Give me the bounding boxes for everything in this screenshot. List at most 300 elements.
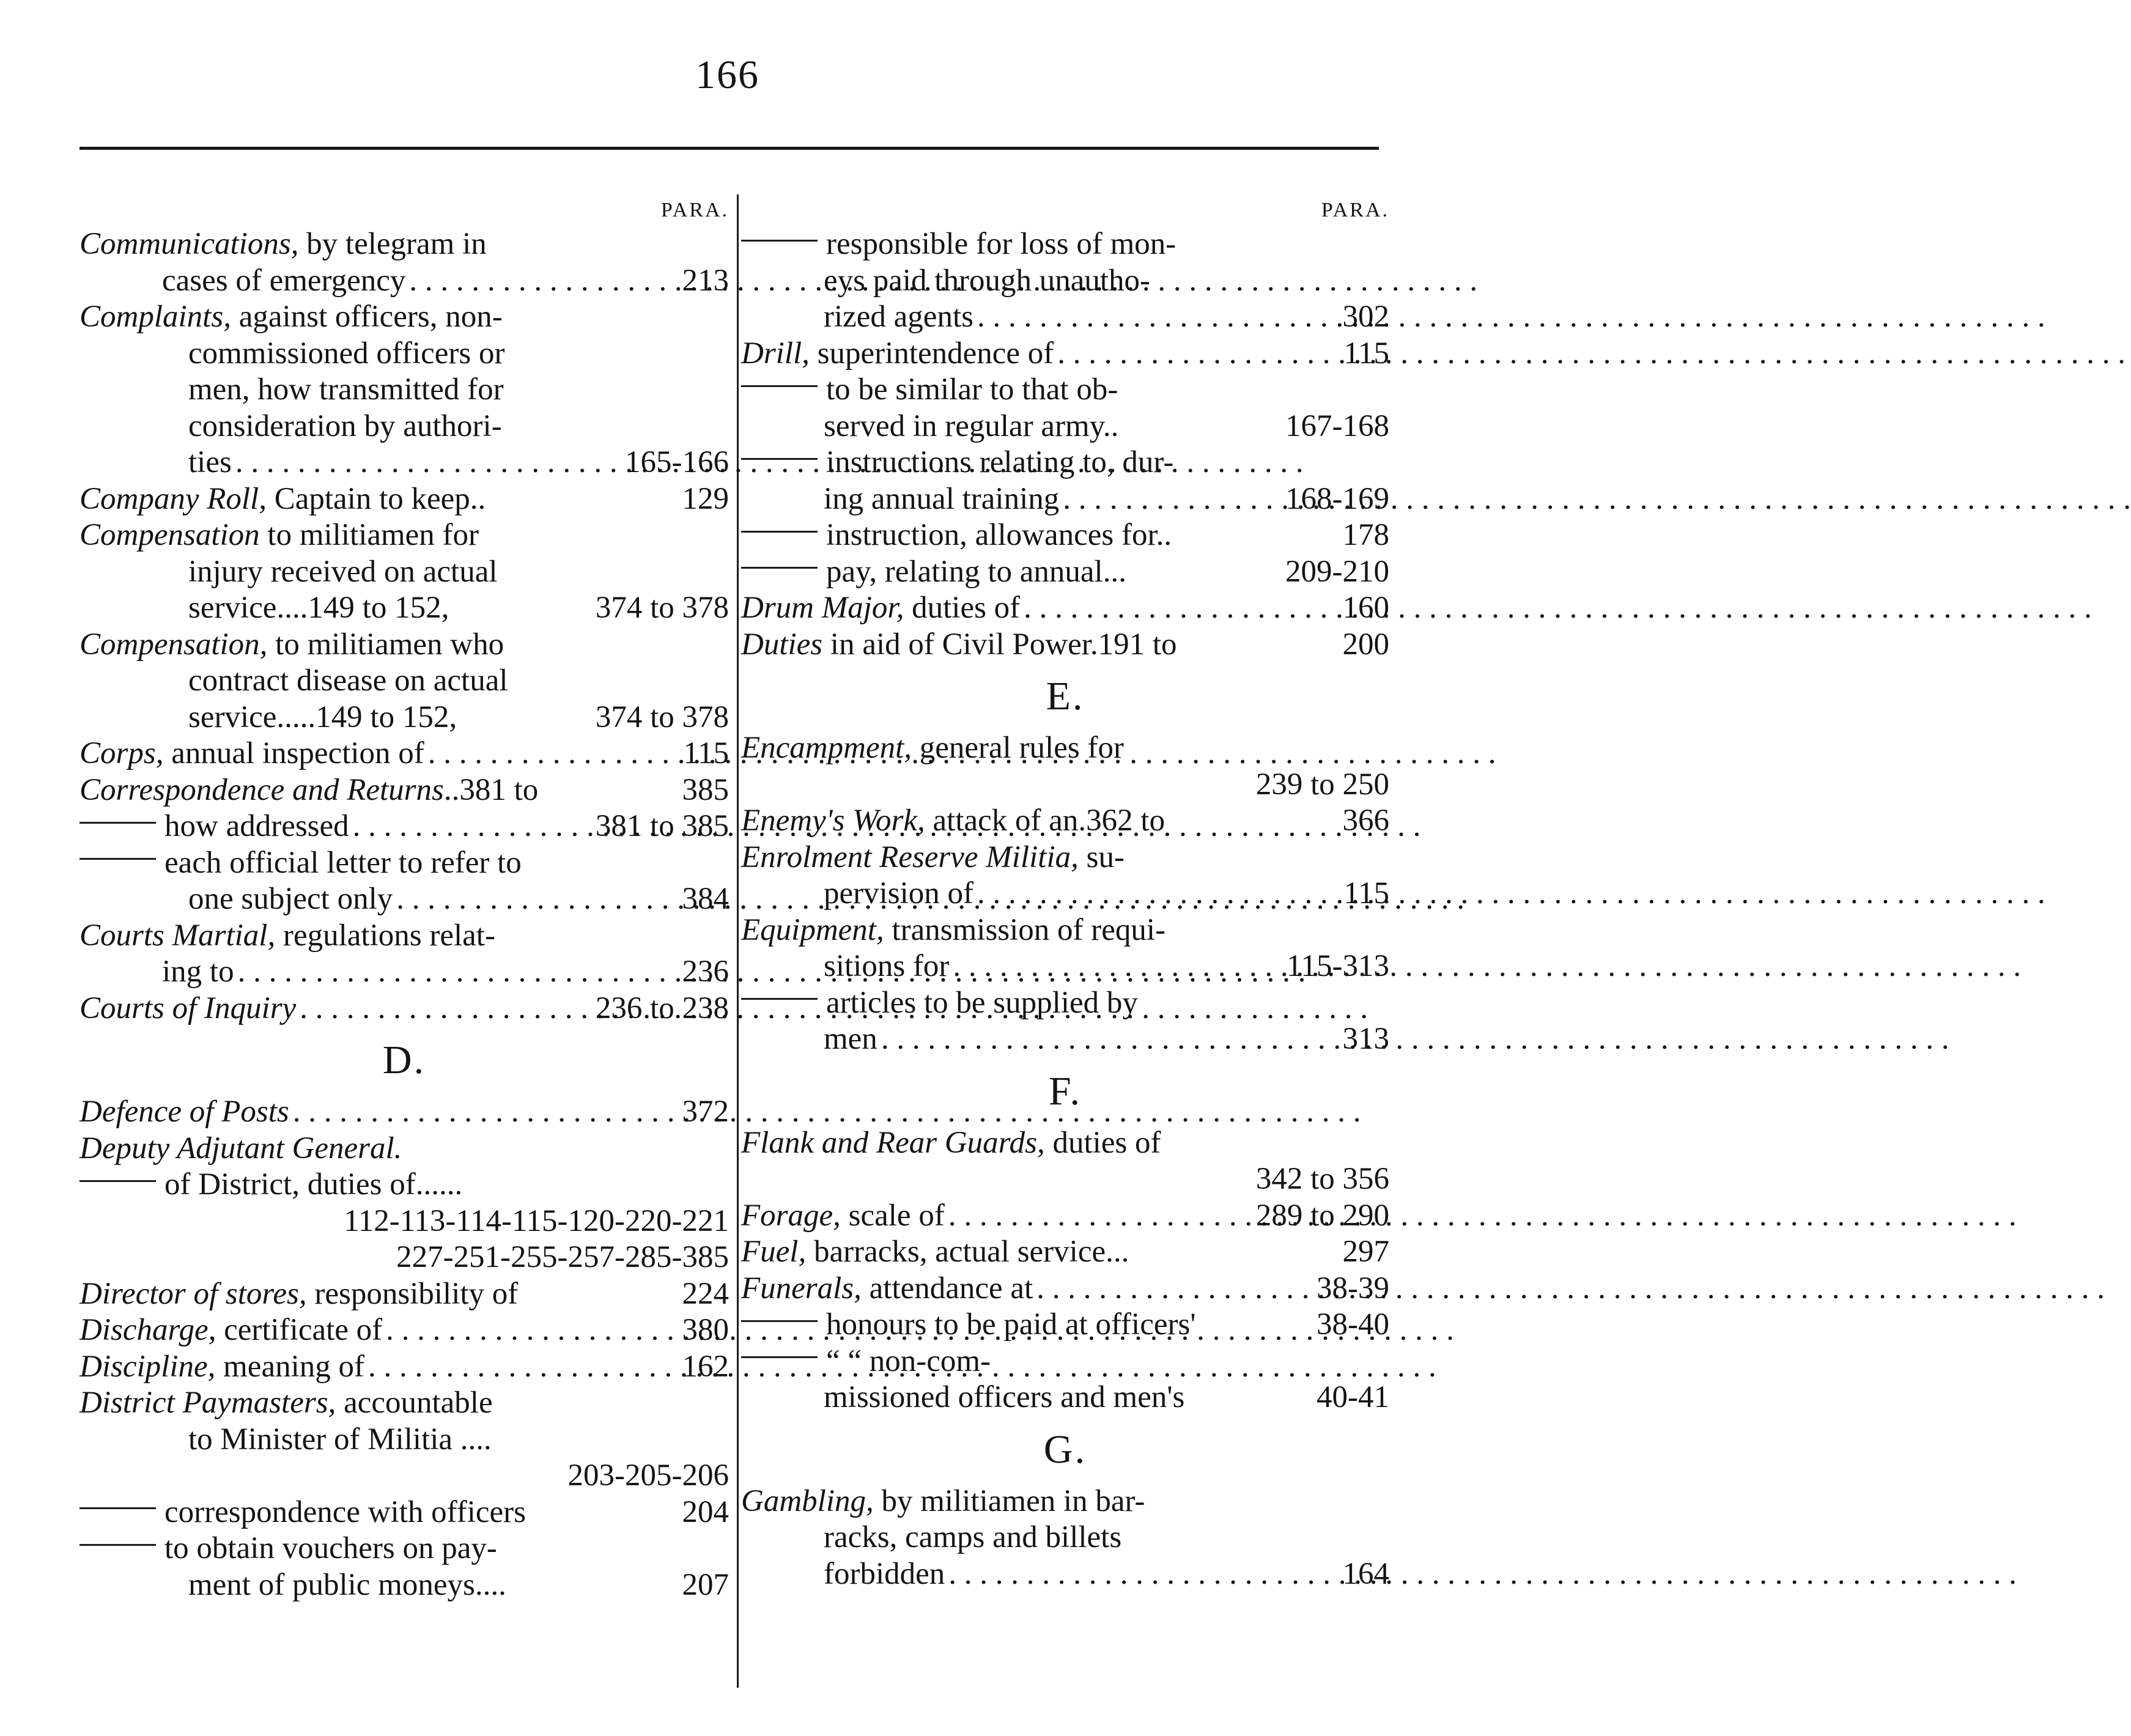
index-line	[79, 991, 729, 1027]
entry-text	[741, 1343, 991, 1380]
entry-description: responsibility of	[306, 1276, 519, 1311]
entry-text	[741, 372, 1118, 408]
entry-description: ing annual training	[824, 481, 1060, 516]
index-entry	[741, 1271, 1389, 1307]
entry-description: by militiamen in bar-	[873, 1483, 1145, 1518]
entry-description: attack of an.362 to	[925, 803, 1165, 838]
dot-leader	[977, 299, 1339, 336]
index-line	[79, 808, 729, 845]
entry-term: Flank and Rear Guards,	[741, 1125, 1045, 1160]
dot-leader	[1036, 1271, 1313, 1307]
index-line	[741, 1483, 1389, 1520]
entry-text	[824, 1520, 1121, 1556]
entry-description: superintendence of	[809, 336, 1054, 371]
paragraph-reference: 342 to 356	[1255, 1162, 1389, 1196]
index-line	[79, 263, 729, 300]
entry-description: of District, duties of......	[164, 1167, 463, 1202]
index-line	[79, 1458, 729, 1494]
repeat-dash	[79, 822, 156, 824]
entry-text	[162, 954, 234, 991]
entry-description: pay, relating to annual...	[826, 554, 1126, 589]
column-divider	[737, 194, 739, 1688]
paragraph-reference: 302	[1342, 300, 1389, 334]
right-column-entries	[741, 226, 1389, 1592]
index-line	[741, 1234, 1389, 1271]
entry-term: Company Roll,	[79, 481, 267, 516]
repeat-dash	[741, 998, 818, 1000]
paragraph-reference: 115	[1343, 336, 1389, 371]
entry-text	[741, 1125, 1161, 1162]
paragraph-reference: 384	[682, 882, 729, 916]
page-number: 166	[695, 53, 759, 97]
index-line	[79, 554, 729, 591]
paragraph-reference: 207	[682, 1567, 729, 1602]
paragraph-reference: 385	[682, 772, 729, 807]
entry-description: honours to be paid at officers'	[826, 1307, 1196, 1342]
entry-description: ment of public moneys....	[188, 1567, 506, 1602]
index-line	[79, 590, 729, 627]
index-entry	[741, 627, 1389, 663]
index-line	[741, 876, 1389, 912]
entry-text	[824, 263, 1150, 300]
index-line	[741, 1307, 1389, 1343]
dot-leader	[953, 948, 1282, 985]
index-line	[79, 627, 729, 663]
paragraph-reference: 115-313	[1286, 949, 1389, 983]
index-entry	[79, 1349, 729, 1386]
entry-text	[741, 336, 1054, 372]
entry-description: men, how transmitted for	[188, 372, 504, 407]
index-entry	[741, 517, 1389, 554]
dot-leader	[238, 954, 679, 991]
entry-description: against officers, non-	[231, 300, 503, 334]
paragraph-reference: 239 to 250	[1255, 767, 1389, 802]
entry-description: to militiamen who	[267, 627, 504, 662]
index-entry	[79, 918, 729, 991]
entry-description: eys paid through unautho-	[824, 263, 1150, 298]
entry-text	[188, 445, 232, 481]
index-entry	[79, 1494, 729, 1531]
entry-description: instruction, allowances for..	[826, 518, 1172, 552]
index-column-right	[741, 194, 1389, 1592]
entry-term: Defence of Posts	[79, 1095, 289, 1129]
entry-text	[188, 1567, 506, 1604]
dot-leader	[396, 881, 678, 918]
entry-text	[79, 736, 424, 772]
entry-description: annual inspection of	[163, 736, 424, 770]
entry-text	[741, 627, 1177, 663]
entry-description: su-	[1078, 840, 1125, 874]
entry-term: Drum Major,	[741, 591, 904, 625]
index-line	[79, 1494, 729, 1531]
entry-text	[79, 1167, 462, 1203]
index-line	[79, 1422, 729, 1458]
paragraph-reference: 200	[1342, 627, 1389, 662]
entry-description: one subject only	[188, 882, 393, 916]
repeat-dash	[79, 1544, 156, 1546]
entry-text	[79, 1531, 497, 1567]
index-line	[741, 226, 1389, 263]
index-entry	[79, 1312, 729, 1349]
entry-text	[79, 1349, 364, 1386]
index-line	[79, 772, 729, 809]
paragraph-reference: 129	[682, 481, 729, 516]
entry-text	[824, 1021, 877, 1058]
index-line	[79, 226, 729, 263]
repeat-dash	[741, 1320, 818, 1322]
entry-description: sitions for	[824, 949, 950, 983]
entry-text	[741, 445, 1173, 481]
entry-description: how addressed	[164, 809, 349, 843]
entry-text	[741, 1483, 1145, 1520]
index-entry	[79, 299, 729, 481]
index-line	[741, 372, 1389, 408]
entry-description: accountable	[336, 1386, 493, 1420]
index-line	[79, 1276, 729, 1313]
dot-leader	[386, 1312, 678, 1349]
paragraph-reference: 209-210	[1285, 554, 1389, 589]
entry-text	[79, 845, 522, 882]
entry-description: to militiamen for	[259, 518, 479, 552]
entry-text	[79, 1494, 526, 1531]
section-letter: D.	[382, 1038, 426, 1082]
entry-description: articles to be supplied by	[826, 985, 1138, 1020]
index-entry	[79, 517, 729, 627]
dot-leader	[1063, 481, 1282, 518]
entry-description: by telegram in	[298, 227, 487, 261]
entry-text	[79, 226, 487, 263]
index-line	[79, 481, 729, 518]
entry-term: Discipline,	[79, 1349, 216, 1384]
paragraph-reference: 178	[1342, 518, 1389, 552]
entry-description: consideration by authori-	[188, 408, 502, 443]
index-entry	[741, 1343, 1389, 1416]
index-entry	[79, 1094, 729, 1131]
entry-text	[188, 663, 508, 700]
entry-description: regulations relat-	[275, 918, 495, 953]
paragraph-reference: 374 to 378	[595, 700, 729, 734]
paragraph-reference: 372	[682, 1095, 729, 1129]
index-entry	[79, 1531, 729, 1603]
entry-text	[824, 408, 1118, 445]
dot-leader	[1057, 336, 1340, 372]
index-line	[79, 1203, 729, 1240]
entry-term: Correspondence and Returns	[79, 772, 444, 807]
index-entry	[741, 840, 1389, 912]
entry-description: “ “ non-com-	[826, 1343, 991, 1378]
entry-text	[79, 299, 503, 336]
entry-description: certificate of	[216, 1313, 383, 1347]
dot-leader	[881, 1021, 1339, 1058]
index-entry	[79, 627, 729, 736]
index-entry	[741, 912, 1389, 985]
entry-text	[79, 1312, 382, 1349]
entry-term: Discharge,	[79, 1313, 216, 1347]
index-line	[741, 517, 1389, 554]
section-letter: E.	[1046, 674, 1085, 718]
index-line	[79, 1531, 729, 1567]
entry-text	[79, 1276, 518, 1313]
index-line	[79, 918, 729, 955]
index-line	[741, 1125, 1389, 1162]
entry-text	[741, 985, 1138, 1022]
paragraph-reference: 115	[1343, 876, 1389, 910]
dot-leader	[977, 876, 1340, 912]
entry-text	[824, 876, 973, 912]
repeat-dash	[741, 531, 818, 533]
entry-text	[188, 590, 449, 627]
index-line	[741, 408, 1389, 445]
entry-description: rized agents	[824, 300, 973, 334]
dot-leader	[368, 1349, 679, 1386]
entry-description: scale of	[840, 1198, 945, 1233]
index-line	[741, 1343, 1389, 1380]
entry-description: missioned officers and men's	[824, 1380, 1185, 1414]
dot-leader	[235, 445, 621, 481]
entry-description: each official letter to refer to	[164, 845, 522, 880]
paragraph-reference: 167-168	[1285, 408, 1389, 443]
entry-description: cases of emergency	[162, 263, 406, 298]
entry-description: ..381 to	[443, 772, 539, 807]
repeat-dash	[79, 1507, 156, 1509]
entry-description: commissioned officers or	[188, 336, 505, 371]
index-entry	[741, 226, 1389, 336]
index-line	[79, 336, 729, 372]
entry-description: ties	[188, 445, 232, 479]
index-entry	[741, 1125, 1389, 1198]
entry-description: ing to	[162, 955, 234, 989]
entry-text	[741, 590, 1020, 627]
entry-term: Enemy's Work,	[741, 803, 925, 838]
entry-text	[79, 1385, 493, 1422]
entry-description: duties of	[1044, 1125, 1161, 1160]
index-entry	[79, 1276, 729, 1313]
dot-leader	[948, 1198, 1252, 1235]
entry-description: served in regular army..	[824, 408, 1119, 443]
repeat-dash	[741, 1356, 818, 1358]
dot-leader	[409, 263, 678, 300]
index-line	[79, 372, 729, 408]
entry-text	[188, 372, 504, 408]
entry-text	[741, 803, 1165, 840]
entry-term: Corps,	[79, 736, 164, 770]
index-line	[79, 700, 729, 736]
paragraph-reference: 162	[682, 1349, 729, 1384]
paragraph-reference: 38-40	[1317, 1307, 1389, 1342]
entry-text	[188, 408, 502, 445]
index-entry	[79, 845, 729, 918]
entry-term: Drill,	[741, 336, 810, 371]
entry-description: forbidden	[824, 1556, 945, 1591]
entry-term: Compensation	[79, 518, 260, 552]
index-column-left	[79, 194, 729, 1603]
section-letter: G.	[1043, 1427, 1087, 1472]
paragraph-reference: 366	[1342, 803, 1389, 838]
entry-description: to obtain vouchers on pay-	[164, 1531, 497, 1565]
entry-description: to Minister of Militia ....	[188, 1422, 492, 1457]
entry-term: Funerals,	[741, 1271, 862, 1306]
index-line	[741, 767, 1389, 803]
index-line	[741, 1021, 1389, 1058]
section-letter: F.	[1049, 1068, 1082, 1114]
entry-text	[79, 481, 486, 518]
index-line	[741, 985, 1389, 1022]
entry-term: Complaints,	[79, 300, 231, 334]
index-entry	[79, 481, 729, 518]
entry-term: Communications,	[79, 227, 299, 261]
index-line	[79, 408, 729, 445]
index-line	[741, 1198, 1389, 1235]
index-line	[741, 1520, 1389, 1556]
entry-description: racks, camps and billets	[824, 1520, 1122, 1554]
index-entry	[741, 445, 1389, 517]
entry-term: Fuel,	[741, 1235, 807, 1269]
index-line	[79, 1312, 729, 1349]
entry-text	[188, 1422, 492, 1458]
index-entry	[741, 554, 1389, 591]
index-line	[741, 554, 1389, 591]
entry-text	[824, 481, 1059, 518]
index-entry	[79, 736, 729, 772]
index-entry	[741, 336, 1389, 372]
entry-description: transmission of requi-	[884, 912, 1166, 947]
index-entry	[79, 226, 729, 299]
entry-text	[741, 730, 1124, 767]
entry-description: Captain to keep..	[266, 481, 486, 516]
index-line	[79, 1167, 729, 1203]
entry-term: Forage,	[741, 1198, 841, 1233]
paragraph-reference: 227-251-255-257-285-385	[396, 1240, 729, 1274]
entry-text	[741, 912, 1165, 949]
index-line	[741, 1380, 1389, 1416]
index-entry	[741, 1483, 1389, 1593]
entry-description: attendance at	[861, 1271, 1033, 1306]
index-line	[741, 840, 1389, 876]
entry-text	[741, 1198, 945, 1235]
entry-description: duties of	[904, 591, 1021, 625]
paragraph-reference: 38-39	[1317, 1271, 1389, 1306]
entry-text	[741, 226, 1176, 263]
entry-description: service....149 to 152,	[188, 591, 449, 625]
entry-text	[824, 1380, 1184, 1416]
repeat-dash	[741, 567, 818, 569]
entry-text	[188, 554, 498, 591]
index-line	[741, 803, 1389, 840]
entry-term: Courts of Inquiry	[79, 991, 297, 1025]
index-entry	[741, 803, 1389, 840]
paragraph-reference: 236	[682, 955, 729, 989]
paragraph-reference: 297	[1342, 1235, 1389, 1269]
entry-text	[741, 517, 1172, 554]
paragraph-reference: 236 to 238	[595, 991, 729, 1025]
entry-description: injury received on actual	[188, 554, 498, 589]
entry-text	[188, 336, 504, 372]
para-column-label: PARA.	[660, 199, 729, 221]
entry-term: Equipment,	[741, 912, 884, 947]
entry-term: Director of stores,	[79, 1276, 307, 1311]
index-entry	[741, 1307, 1389, 1343]
entry-text	[79, 991, 296, 1027]
index-entry	[79, 991, 729, 1027]
paragraph-reference: 381 to 385	[595, 809, 729, 843]
entry-text	[79, 517, 479, 554]
entry-text	[824, 948, 949, 985]
paragraph-reference: 115	[683, 736, 729, 770]
paragraph-reference: 168-169	[1285, 481, 1389, 516]
index-line	[741, 590, 1389, 627]
paragraph-reference: 40-41	[1317, 1380, 1389, 1414]
entry-description: general rules for	[912, 731, 1124, 765]
entry-description: service.....149 to 152,	[188, 700, 457, 734]
repeat-dash	[741, 458, 818, 460]
index-line	[79, 1094, 729, 1131]
index-line	[79, 1567, 729, 1604]
entry-text	[741, 1271, 1033, 1307]
index-line	[741, 445, 1389, 481]
index-entry	[79, 808, 729, 845]
entry-description: pervision of	[824, 876, 974, 910]
dot-leader	[293, 1094, 679, 1131]
paragraph-reference: 374 to 378	[595, 591, 729, 625]
paragraph-reference: 380	[682, 1313, 729, 1347]
index-line	[79, 1385, 729, 1422]
index-line	[741, 481, 1389, 518]
entry-text	[79, 918, 495, 955]
repeat-dash	[741, 240, 818, 242]
entry-description: barracks, actual service...	[806, 1235, 1129, 1269]
index-entry	[741, 1198, 1389, 1235]
index-line	[79, 517, 729, 554]
index-entry	[79, 772, 729, 809]
left-column-entries	[79, 226, 729, 1603]
entry-description: to be similar to that ob-	[826, 372, 1118, 407]
index-entry	[741, 372, 1389, 445]
entry-term: Enrolment Reserve Militia,	[741, 840, 1079, 874]
entry-text	[79, 1131, 402, 1167]
entry-term: Courts Martial,	[79, 918, 276, 953]
entry-text	[162, 263, 405, 300]
paragraph-reference: 112-113-114-115-120-220-221	[344, 1203, 729, 1238]
dot-leader	[428, 736, 680, 772]
index-line	[79, 299, 729, 336]
entry-text	[741, 1234, 1129, 1271]
entry-text	[188, 700, 457, 736]
entry-term: Compensation,	[79, 627, 268, 662]
repeat-dash	[79, 1180, 156, 1182]
paragraph-reference: 213	[682, 263, 729, 298]
entry-description: instructions relating to, dur-	[826, 445, 1174, 479]
para-column-label: PARA.	[1321, 199, 1389, 221]
paragraph-reference: 164	[1342, 1556, 1389, 1591]
entry-term: Encampment,	[741, 731, 912, 765]
index-line	[79, 1131, 729, 1167]
index-entry	[741, 985, 1389, 1058]
index-line	[741, 948, 1389, 985]
index-line	[741, 730, 1389, 767]
index-line	[741, 263, 1389, 300]
index-entry	[79, 1385, 729, 1494]
index-line	[741, 912, 1389, 949]
index-line	[741, 1271, 1389, 1307]
index-line	[741, 1161, 1389, 1198]
index-line	[79, 845, 729, 882]
entry-description: responsible for loss of mon-	[826, 227, 1176, 261]
index-line	[79, 1349, 729, 1386]
entry-term: Duties	[741, 627, 823, 662]
index-entry	[741, 590, 1389, 627]
index-line	[741, 299, 1389, 336]
entry-term: District Paymasters,	[79, 1386, 336, 1420]
